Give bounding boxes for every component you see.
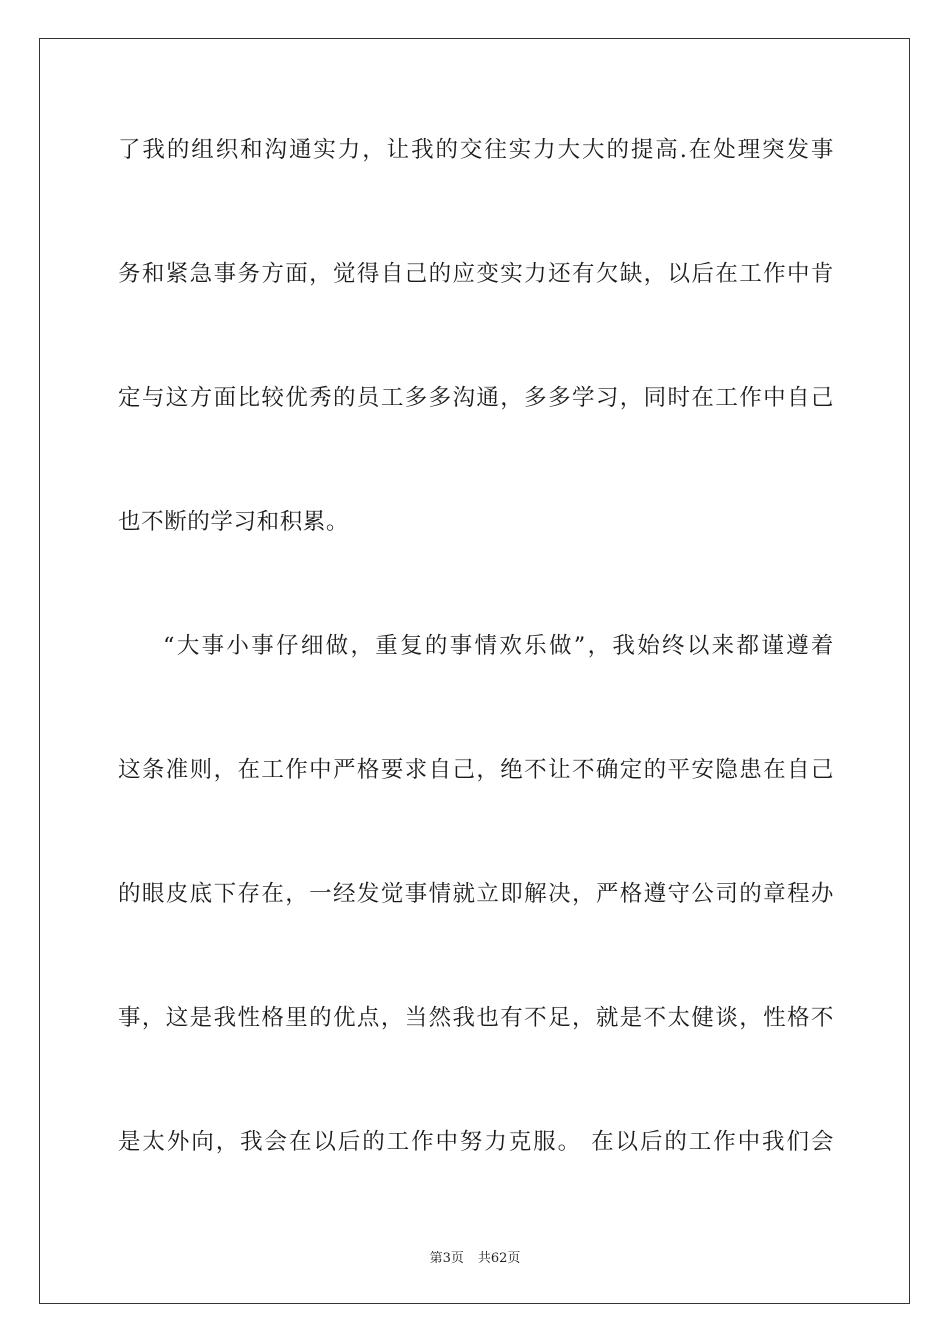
text-line-8: 事，这是我性格里的优点，当然我也有不足，就是不太健谈，性格不 [118,1005,834,1031]
text-line-9: 是太外向，我会在以后的工作中努力克服。 在以后的工作中我们会 [118,1129,834,1155]
page-border [39,38,910,1304]
text-line-2: 务和紧急事务方面，觉得自己的应变实力还有欠缺，以后在工作中肯 [118,261,834,287]
text-line-3: 定与这方面比较优秀的员工多多沟通，多多学习，同时在工作中自己 [118,385,834,411]
text-line-6: 这条准则，在工作中严格要求自己，绝不让不确定的平安隐患在自己 [118,757,834,783]
text-line-4: 也不断的学习和积累。 [118,509,350,535]
text-line-5: “大事小事仔细做，重复的事情欢乐做”，我始终以来都谨遵着 [163,633,834,659]
text-line-7: 的眼皮底下存在，一经发觉事情就立即解决，严格遵守公司的章程办 [118,881,834,907]
page-footer [0,1247,950,1266]
page-total: 共62页 [477,1251,521,1266]
page-number: 第3页 [429,1251,464,1266]
text-line-1: 了我的组织和沟通实力，让我的交往实力大大的提高.在处理突发事 [118,137,834,163]
